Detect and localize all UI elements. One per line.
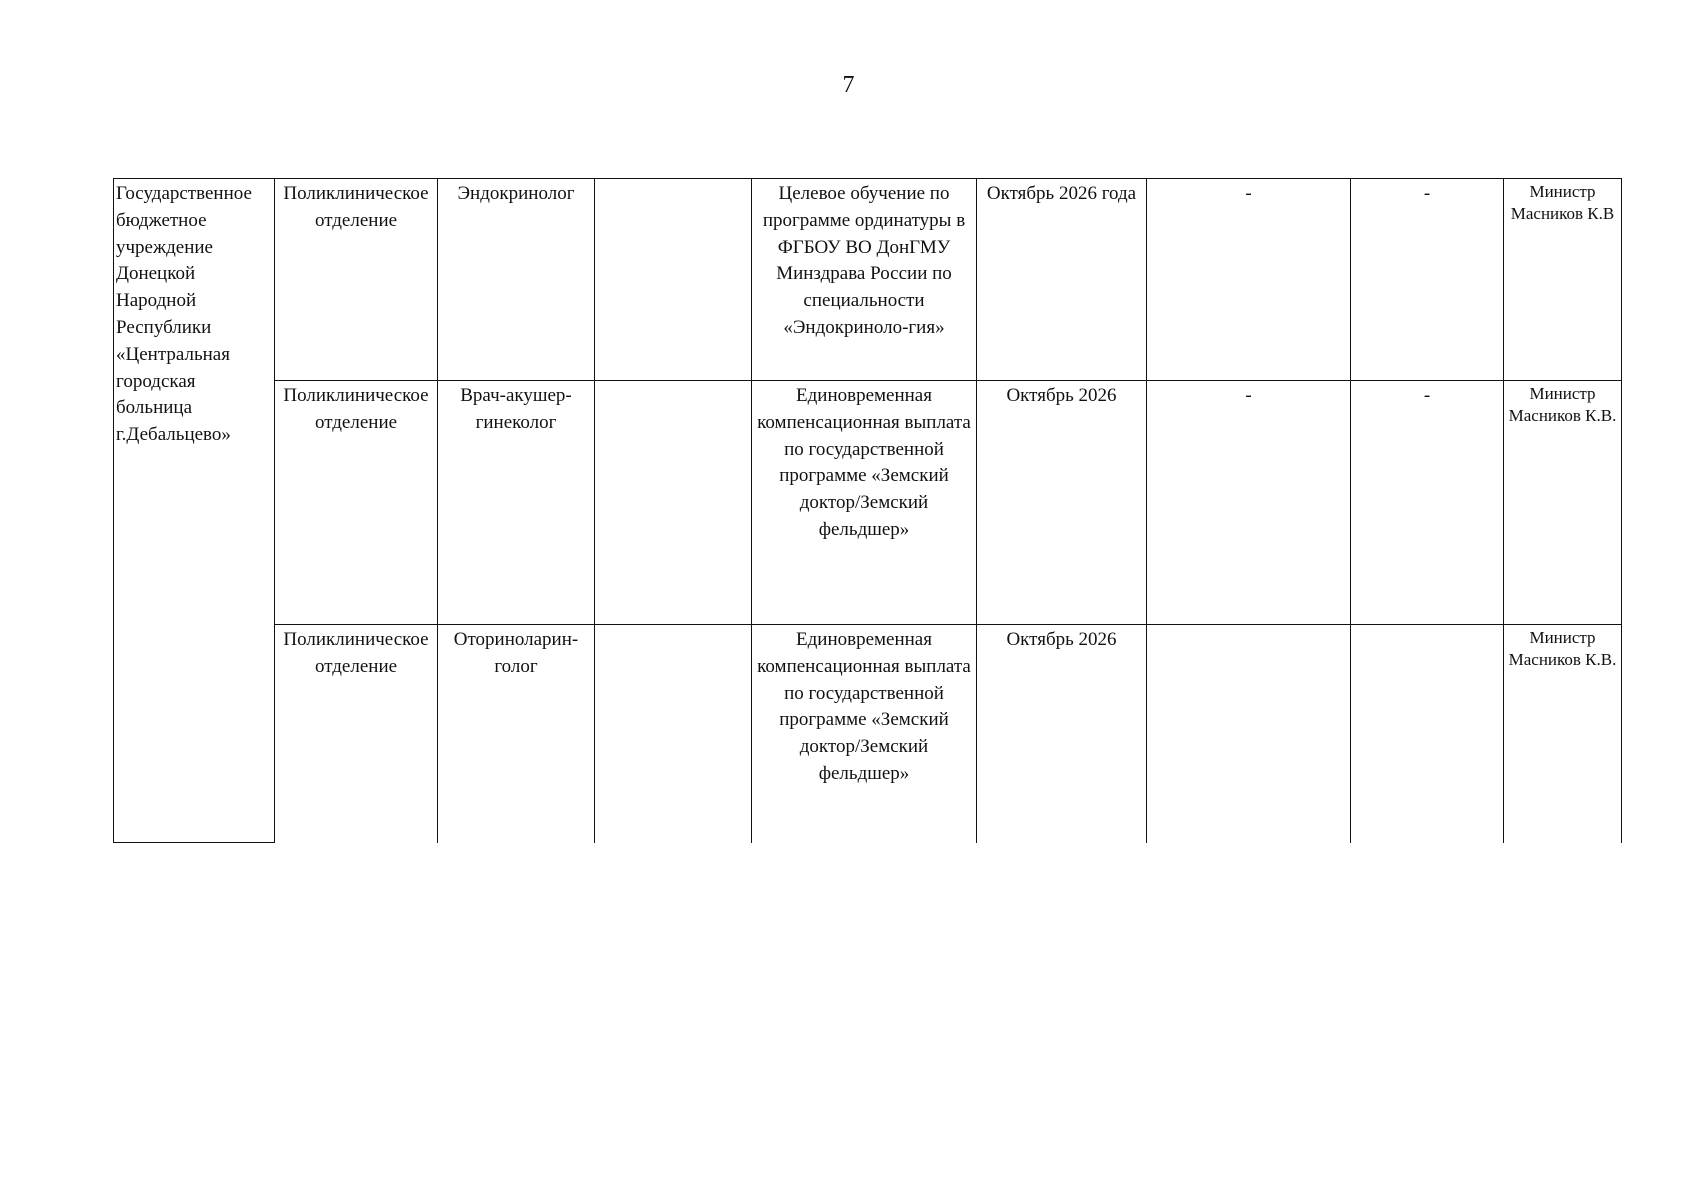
staffing-plan-table bbox=[113, 178, 1622, 843]
table-row bbox=[114, 179, 1622, 381]
column-8-cell bbox=[1351, 625, 1504, 843]
table-row bbox=[114, 381, 1622, 625]
position-cell: Эндокринолог bbox=[438, 179, 595, 381]
column-7-cell: - bbox=[1147, 381, 1351, 625]
column-7-cell: - bbox=[1147, 179, 1351, 381]
department-cell: Поликлиническое отделение bbox=[275, 381, 438, 625]
page-number: 7 bbox=[842, 72, 855, 98]
position-cell: Врач-акушер-гинеколог bbox=[438, 381, 595, 625]
deadline-cell: Октябрь 2026 bbox=[977, 381, 1147, 625]
position-cell: Оториноларин-голог bbox=[438, 625, 595, 843]
column-8-cell: - bbox=[1351, 179, 1504, 381]
measures-cell: Целевое обучение по программе ординатуры в ФГБОУ ВО ДонГМУ Минздрава России по специальности «Эндокриноло-гия» bbox=[752, 179, 977, 381]
empty-cell bbox=[595, 625, 752, 843]
table-row bbox=[114, 625, 1622, 843]
measures-cell: Единовременная компенсационная выплата по государственной программе «Земский доктор/Земский фельдшер» bbox=[752, 625, 977, 843]
column-7-cell bbox=[1147, 625, 1351, 843]
responsible-cell: Министр Масников К.В. bbox=[1504, 625, 1622, 843]
deadline-cell: Октябрь 2026 года bbox=[977, 179, 1147, 381]
empty-cell bbox=[595, 179, 752, 381]
column-8-cell: - bbox=[1351, 381, 1504, 625]
department-cell: Поликлиническое отделение bbox=[275, 625, 438, 843]
empty-cell bbox=[595, 381, 752, 625]
responsible-cell: Министр Масников К.В bbox=[1504, 179, 1622, 381]
department-cell: Поликлиническое отделение bbox=[275, 179, 438, 381]
deadline-cell: Октябрь 2026 bbox=[977, 625, 1147, 843]
responsible-cell: Министр Масников К.В. bbox=[1504, 381, 1622, 625]
measures-cell: Единовременная компенсационная выплата по государственной программе «Земский доктор/Земский фельдшер» bbox=[752, 381, 977, 625]
organization-cell: Государственное бюджетное учреждение Донецкой Народной Республики «Центральная городская больница г.Дебальцево» bbox=[114, 179, 275, 843]
